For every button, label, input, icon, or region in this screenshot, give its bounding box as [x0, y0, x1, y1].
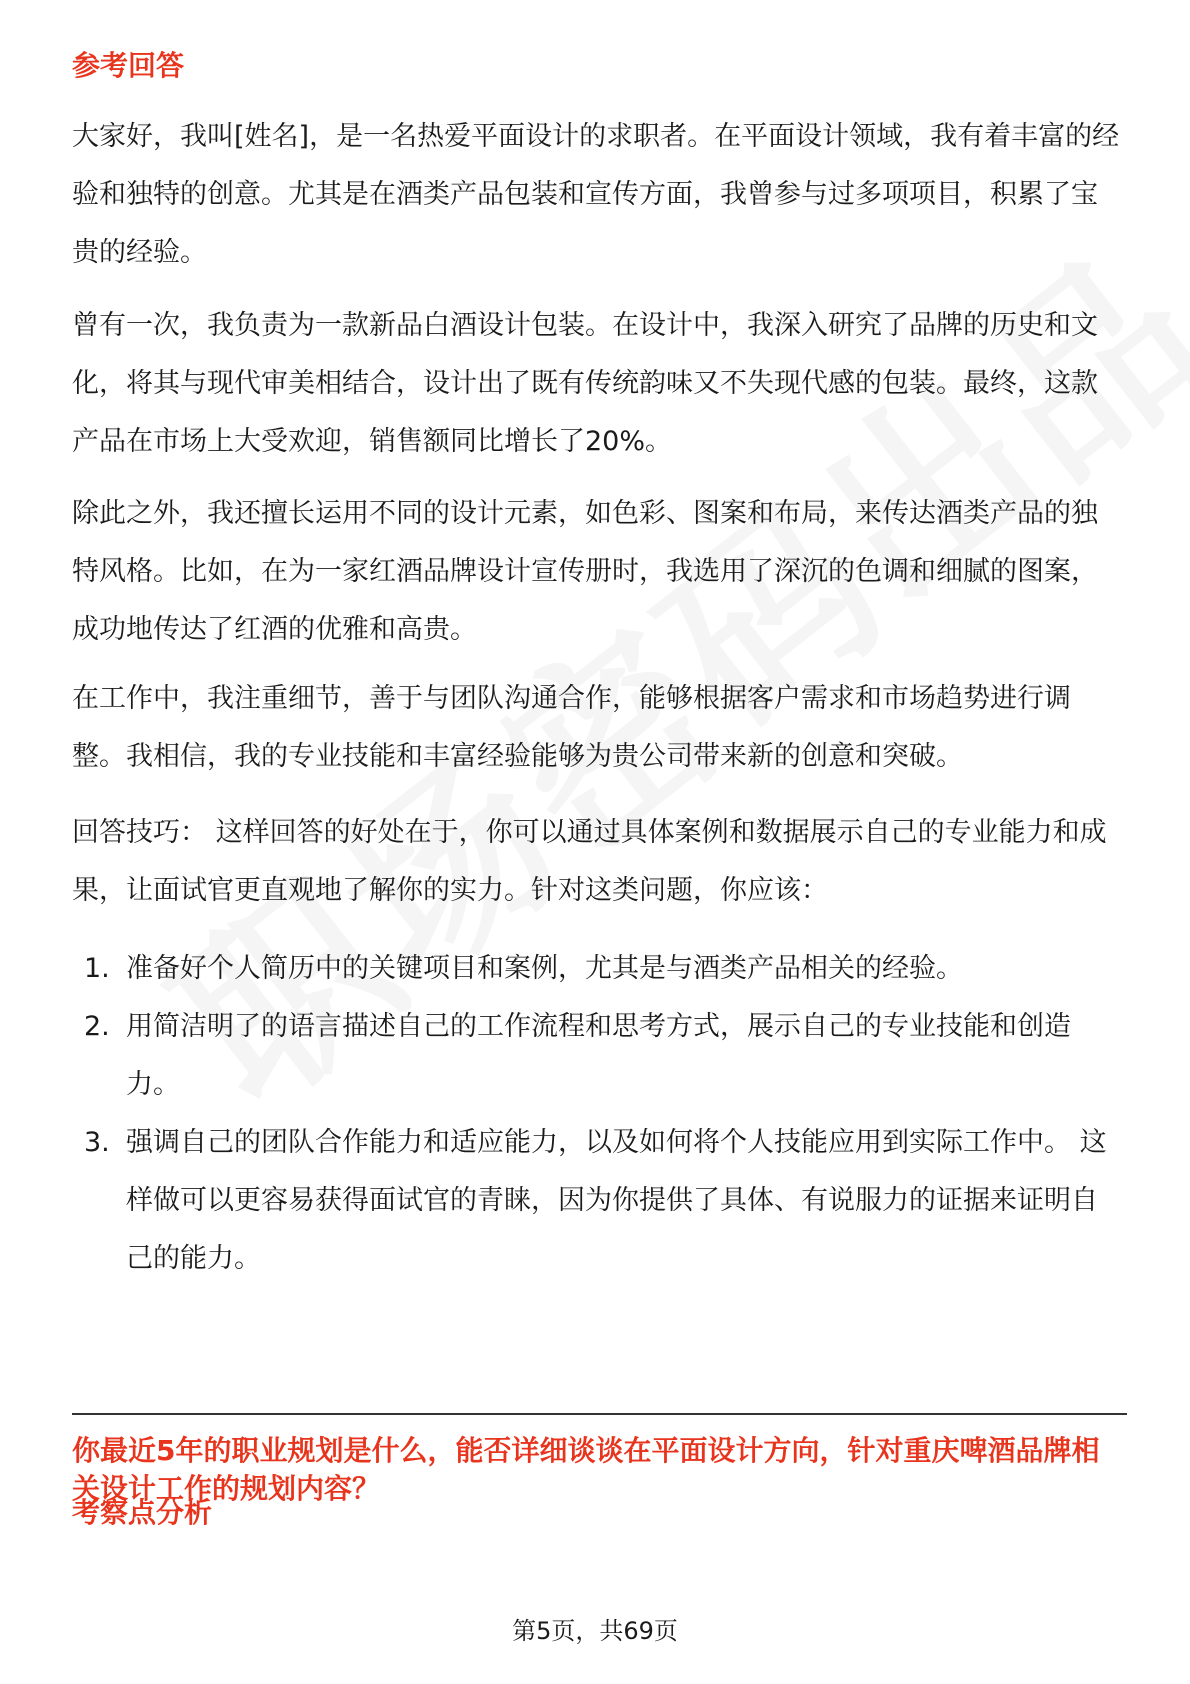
page-footer: 第5页，共69页 [512, 1617, 678, 1645]
next-question: 你最近5年的职业规划是什么，能否详细谈谈在平面设计方向，针对重庆啤酒品牌相关设计工作的规划内容？ [72, 1434, 1100, 1505]
list-item-text: 用简洁明了的语言描述自己的工作流程和思考方式，展示自己的专业技能和创造力。 [126, 1011, 1071, 1100]
analysis-title: 考察点分析 [72, 1496, 213, 1529]
document-page [72, 0, 1127, 1684]
list-item-number: 1. [84, 953, 110, 984]
list-item [72, 940, 1122, 998]
answer-paragraph-2: 曾有一次，我负责为一款新品白酒设计包装。在设计中，我深入研究了品牌的历史和文化，将其与现代审美相结合，设计出了既有传统韵味又不失现代感的包装。最终，这款产品在市场上大受欢迎，销售额同比增长了20%。 [72, 310, 1098, 457]
list-item-number: 3. [84, 1127, 110, 1158]
list-item-number: 2. [84, 1011, 110, 1042]
list-item [72, 998, 1122, 1114]
answer-paragraph-4: 在工作中，我注重细节，善于与团队沟通合作，能够根据客户需求和市场趋势进行调整。我相信，我的专业技能和丰富经验能够为贵公司带来新的创意和突破。 [72, 683, 1071, 772]
answer-paragraph-1: 大家好，我叫[姓名]，是一名热爱平面设计的求职者。在平面设计领域，我有着丰富的经验和独特的创意。尤其是在酒类产品包装和宣传方面，我曾参与过多项项目，积累了宝贵的经验。 [72, 121, 1120, 268]
section-divider [72, 1413, 1127, 1415]
list-item-text: 强调自己的团队合作能力和适应能力，以及如何将个人技能应用到实际工作中。 这样做可以更容易获得面试官的青睐，因为你提供了具体、有说服力的证据来证明自己的能力。 [126, 1127, 1107, 1274]
answer-title: 参考回答 [72, 49, 185, 82]
list-item [72, 1114, 1122, 1288]
answer-tips-intro: 回答技巧： 这样回答的好处在于，你可以通过具体案例和数据展示自己的专业能力和成果，让面试官更直观地了解你的实力。针对这类问题，你应该： [72, 817, 1107, 906]
tips-list [72, 940, 1122, 1288]
answer-paragraph-3: 除此之外，我还擅长运用不同的设计元素，如色彩、图案和布局，来传达酒类产品的独特风格。比如，在为一家红酒品牌设计宣传册时，我选用了深沉的色调和细腻的图案，成功地传达了红酒的优雅和高贵。 [72, 498, 1098, 645]
list-item-text: 准备好个人简历中的关键项目和案例，尤其是与酒类产品相关的经验。 [126, 953, 963, 984]
